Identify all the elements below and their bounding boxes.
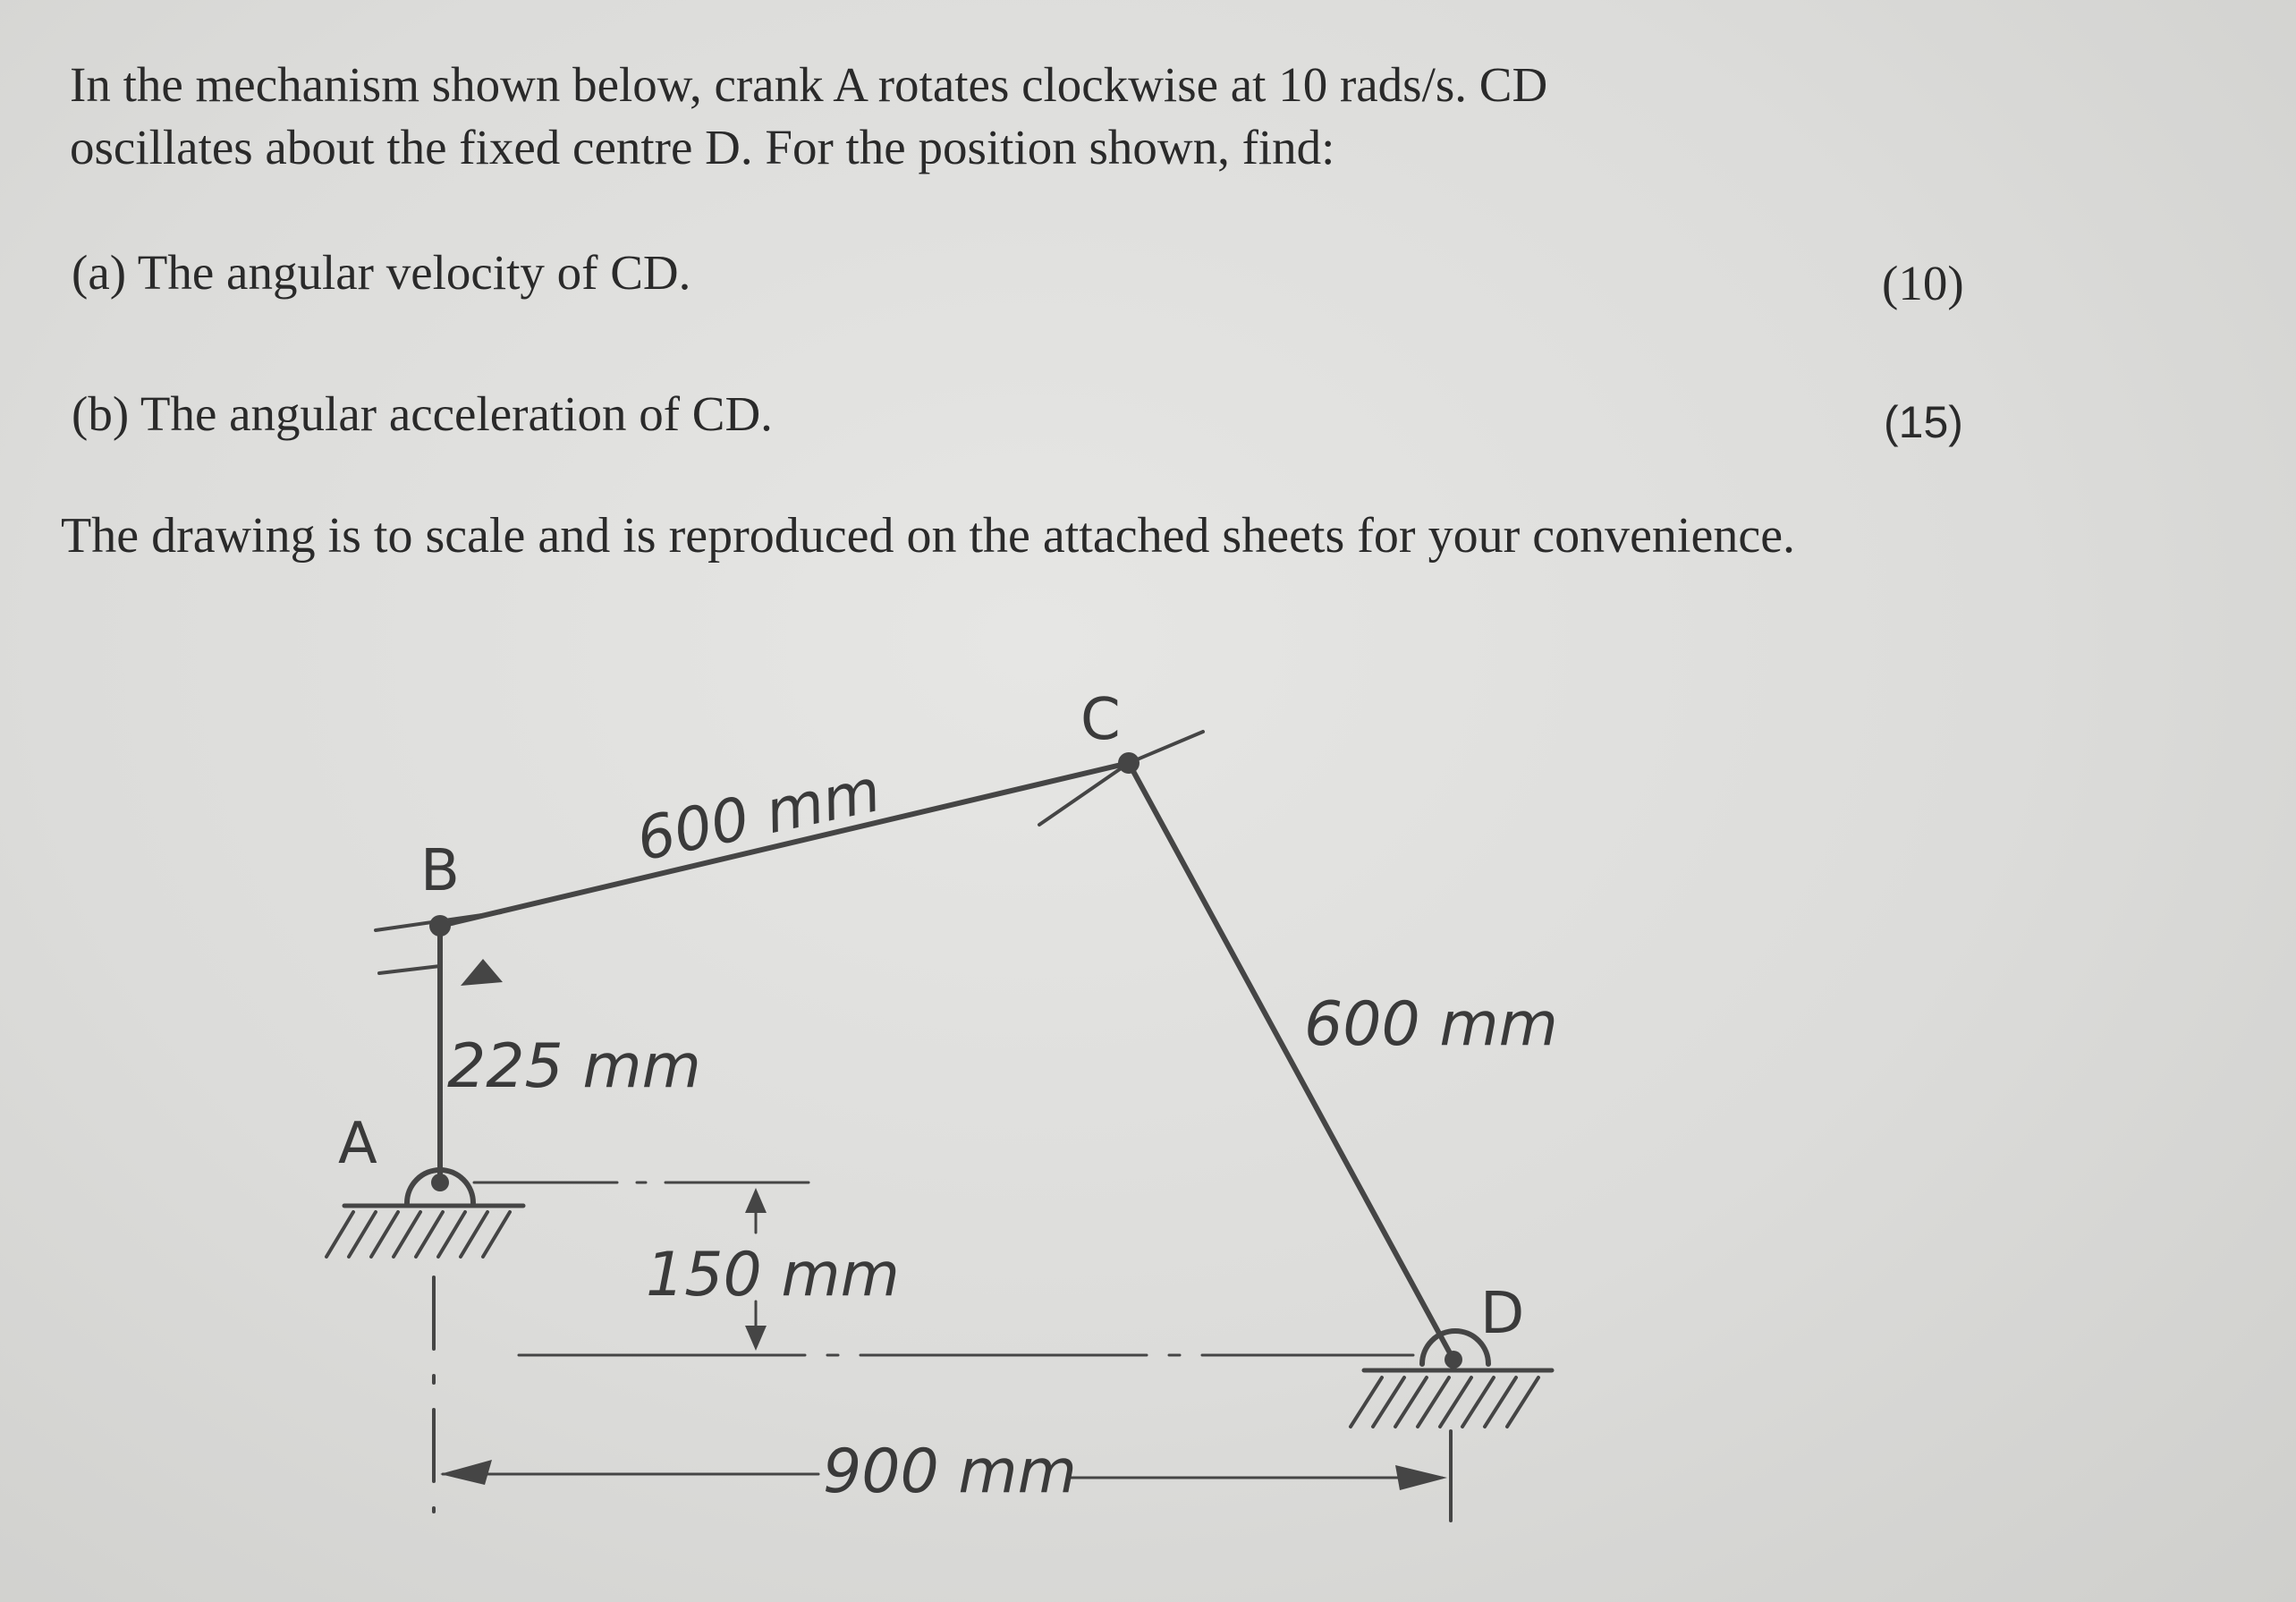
dimension-cd: 600 mm [1304, 989, 1558, 1060]
label-point-c: C [1080, 687, 1121, 753]
problem-intro-line-2: oscillates about the fixed centre D. For the position shown, find: [70, 120, 1335, 174]
dimension-bc: 600 mm [631, 756, 886, 875]
c-construction-line-2 [1129, 732, 1203, 763]
joint-b [429, 915, 451, 937]
question-part-b-marks: (15) [1884, 397, 1963, 447]
height-dim-arrow-up [745, 1188, 767, 1213]
joint-a [431, 1174, 449, 1191]
dimension-horizontal: 900 mm [823, 1437, 1077, 1507]
joint-c [1118, 752, 1140, 774]
label-point-d: D [1480, 1281, 1525, 1347]
link-cd [1129, 763, 1453, 1360]
problem-intro-line-1: In the mechanism shown below, crank A rotates clockwise at 10 rads/s. CD [70, 57, 1548, 112]
b-rotation-arrow [461, 959, 503, 986]
joint-d [1445, 1351, 1462, 1369]
b-construction-line-2 [379, 966, 440, 973]
dimension-height: 150 mm [646, 1240, 900, 1310]
dimension-ab: 225 mm [447, 1031, 701, 1102]
question-part-a-marks: (10) [1882, 256, 1964, 310]
question-part-a: (a) The angular velocity of CD. [72, 245, 691, 300]
horizontal-dim-arrow-left [440, 1460, 492, 1485]
label-point-a: A [338, 1111, 377, 1177]
question-part-b: (b) The angular acceleration of CD. [72, 386, 773, 441]
ground-hatching-d [1351, 1377, 1538, 1427]
height-dim-arrow-down [745, 1326, 767, 1351]
label-point-b: B [420, 838, 460, 904]
drawing-scale-note: The drawing is to scale and is reproduced on the attached sheets for your convenience. [61, 508, 1796, 564]
horizontal-dim-arrow-right [1395, 1465, 1447, 1490]
ground-hatching-a [326, 1212, 510, 1257]
